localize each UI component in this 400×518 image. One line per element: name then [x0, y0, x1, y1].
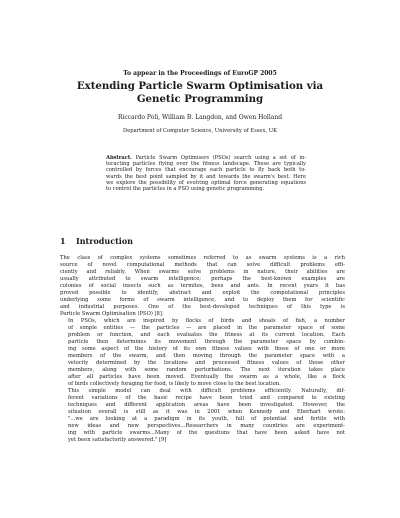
body-line: "...we are looking at a paradigm in its youth, full of potential and fertile with [68, 416, 345, 422]
abstract-line: wards the best point sampled by it and towards the swarm's best. Here [106, 173, 306, 180]
title-line-2: Genetic Programming [136, 93, 264, 105]
body-line: yet been satisfactorily answered." [9] [68, 437, 167, 443]
body-line: velocity determined by the locations and processed fitness values of those other [68, 360, 345, 366]
section-title: Introduction [76, 236, 133, 246]
body-line: The class of complex systems sometimes referred to as swarm systems is a rich [60, 255, 345, 261]
body-line: situation overall is still as it was in 2001 when Kennedy and Eberhart wrote: [68, 409, 345, 415]
body-line: of birds collectively foraging for food, is likely to move close to the best location. [68, 381, 281, 387]
body-line: colonies of social insects such as termites, bees and ants. In recent years it has [60, 283, 345, 289]
abstract-line: to control the particles in a PSO using genetic programming. [106, 186, 265, 193]
abstract-line: Abstract. Particle Swarm Optimisers (PSOs) search using a set of in- [106, 155, 306, 161]
paper-title [60, 80, 340, 106]
body-text [60, 255, 345, 444]
section-heading [60, 236, 340, 246]
body-line: ing with particle swarms...Many of the questions that have been asked have not [68, 430, 345, 436]
abstract-block [106, 155, 306, 192]
body-line: ciently and reliably. When swarms solve problems in nature, their abilities are [60, 269, 345, 275]
abstract-label: Abstract. [106, 155, 132, 161]
body-line: of simple entities — the particles — are placed in the parameter space of some [68, 325, 345, 331]
body-line: new ideas and new perspectives...Researchers in many countries are experiment- [68, 423, 345, 429]
body-line: source of novel computational methods that can solve difficult problems effi- [60, 262, 345, 268]
body-line: This simple model can deal with difficult problems efficiently. Naturally, dif- [68, 388, 345, 394]
body-line: usually attributed to swarm intelligence; perhaps the best-known examples are [60, 276, 345, 282]
body-line: In PSOs, which are inspired by flocks of birds and shoals of fish, a number [68, 318, 345, 324]
abstract-line: we explore the possibility of evolving optimal force generating equations [106, 179, 306, 186]
affiliation: Department of Computer Science, University of Essex, UK [123, 128, 277, 134]
body-line: Particle Swarm Optimisation (PSO) [8]. [60, 311, 164, 317]
abstract-line: teracting particles flying over the fitness landscape. These are typically [106, 161, 306, 168]
body-line: ing some aspect of the history of its own fitness values with those of one or more [68, 346, 345, 352]
title-line-1: Extending Particle Swarm Optimisation via [76, 80, 324, 92]
paragraph-3 [60, 388, 345, 444]
paragraph-2 [60, 318, 345, 388]
body-line: particle then determines its movement through the parameter space by combin- [68, 339, 345, 345]
paragraph-1 [60, 255, 345, 318]
body-line: underlying some forms of swarm intelligence, and to deploy them for scientific [60, 297, 345, 303]
section-number: 1 [60, 236, 66, 246]
body-line: techniques and different application areas have been investigated. However, the [68, 402, 345, 408]
body-line: members of the swarm, and then moving through the parameter space with a [68, 353, 345, 359]
venue-note: To appear in the Proceedings of EuroGP 2005 [123, 70, 277, 77]
body-line: and industrial purposes. One of the best-developed techniques of this type is [60, 304, 345, 310]
body-line: ferent variations of the basic recipe have been tried and compared to existing [68, 395, 345, 401]
body-line: proved possible to identify, abstract and exploit the computational principles [60, 290, 345, 296]
body-line: members, along with some random perturbations. The next iteration takes place [68, 367, 345, 373]
abstract-line: controlled by forces that encourage each particle to fly back both to- [106, 167, 306, 174]
body-line: after all particles have been moved. Eventually the swarm as a whole, like a flock [68, 374, 345, 380]
body-line: problem or function, and each evaluates the fitness at its current location. Each [68, 332, 345, 338]
author-list: Riccardo Poli, William B. Langdon, and Owen Holland [117, 114, 283, 121]
